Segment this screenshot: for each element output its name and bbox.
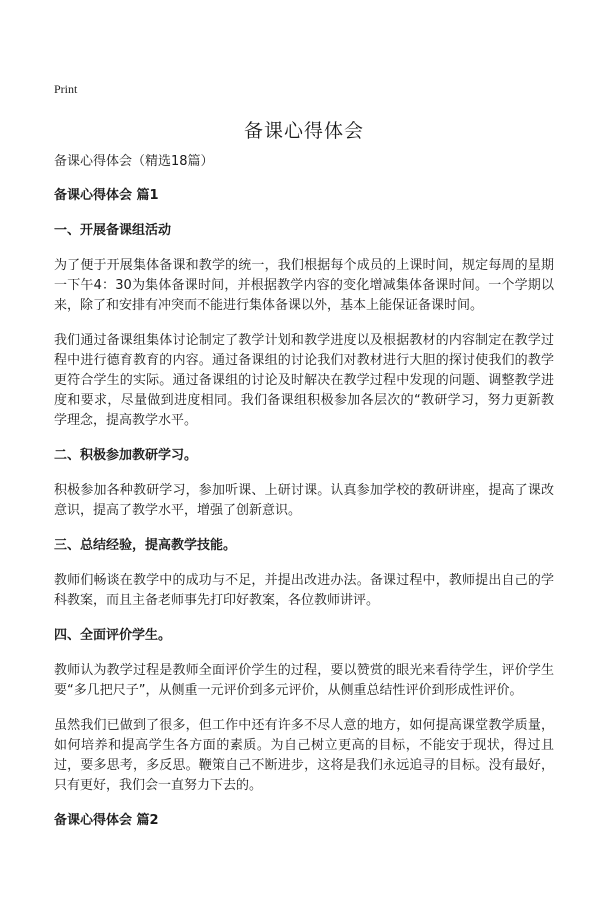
paragraph: 我们通过备课组集体讨论制定了教学计划和教学进度以及根据教材的内容制定在教学过程中进行德育教育的内容。通过备课组的讨论我们对教材进行大胆的探讨使我们的教学更符合学生的实际。通过备课组的讨论及时解决在教学过程中发现的问题、调整教学进度和要求，尽量做到进度相同。我们备课组积极参加各层次的“教研学习，努力更新教学理念，提高教学水平。 [54,333,554,428]
document-subtitle: 备课心得体会（精选18篇） [54,154,214,169]
document-body [54,152,554,846]
section-heading-2: 二、积极参加教研学习。 [54,448,198,463]
paragraph: 教师们畅谈在教学中的成功与不足，并提出改进办法。备课过程中，教师提出自己的学科教案，而且主备老师事先打印好教案，各位教师讲评。 [54,573,554,608]
paragraph: 教师认为教学过程是教师全面评价学生的过程，要以赞赏的眼光来看待学生，评价学生要“多几把尺子”，从侧重一元评价到多元评价，从侧重总结性评价到形成性评价。 [54,663,554,698]
section-heading-3: 三、总结经验，提高教学技能。 [54,538,237,553]
article-heading-2: 备课心得体会 篇2 [54,813,159,828]
paragraph: 积极参加各种教研学习，参加听课、上研讨课。认真参加学校的教研讲座，提高了课改意识，提高了教学水平，增强了创新意识。 [54,483,554,518]
section-heading-4: 四、全面评价学生。 [54,628,172,643]
print-link[interactable]: Print [54,82,78,96]
page-title: 备课心得体会 [243,120,364,142]
paragraph: 虽然我们已做到了很多，但工作中还有许多不尽人意的地方，如何提高课堂教学质量，如何培养和提高学生各方面的素质。为自己树立更高的目标，不能安于现状，得过且过，要多思考，多反思。鞭策自己不断进步，这将是我们永远追寻的目标。没有最好，只有更好，我们会一直努力下去的。 [54,718,554,793]
article-heading-1: 备课心得体会 篇1 [54,188,159,203]
section-heading-1: 一、开展备课组活动 [54,223,172,238]
paragraph: 为了便于开展集体备课和教学的统一，我们根据每个成员的上课时间，规定每周的星期一下午4：30为集体备课时间，并根据教学内容的变化增减集体备课时间。一个学期以来，除了和安排有冲突而不能进行集体备课以外，基本上能保证备课时间。 [54,258,554,313]
